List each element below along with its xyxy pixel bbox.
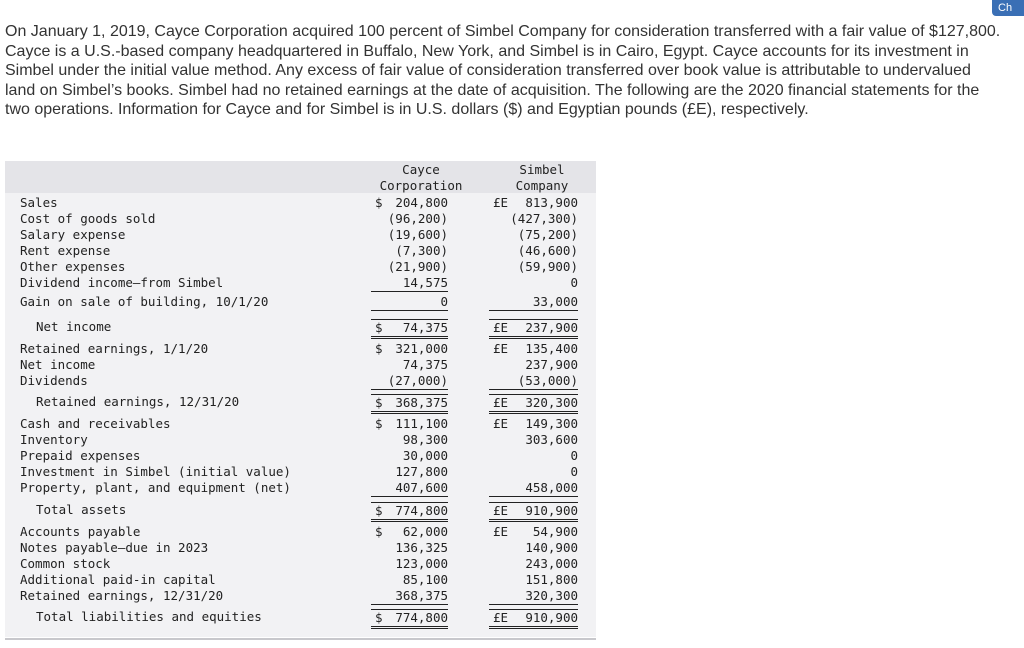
simbel-value-cell xyxy=(489,195,578,211)
cayce-amount: (7,300) xyxy=(395,243,448,258)
cayce-value-cell xyxy=(371,540,448,556)
table-row xyxy=(5,448,596,464)
cayce-value-cell xyxy=(371,373,448,390)
simbel-value-cell xyxy=(489,572,578,588)
table-row xyxy=(5,416,596,432)
simbel-amount: (53,000) xyxy=(517,373,578,388)
cayce-amount: 74,375 xyxy=(402,357,448,372)
simbel-value-cell xyxy=(489,432,578,448)
simbel-amount: 54,900 xyxy=(532,524,578,539)
simbel-amount: (75,200) xyxy=(517,227,578,242)
cayce-amount: (96,200) xyxy=(387,211,448,226)
simbel-value-cell xyxy=(489,540,578,556)
cayce-amount: (21,900) xyxy=(387,259,448,274)
simbel-amount: 151,800 xyxy=(525,572,578,587)
cayce-value-cell xyxy=(371,416,448,432)
currency-symbol: £E xyxy=(493,320,509,335)
row-label: Dividends xyxy=(20,373,88,388)
cayce-value-cell xyxy=(371,588,448,605)
column-header-simbel-line1: Simbel xyxy=(519,162,565,177)
cayce-amount: 204,800 xyxy=(395,195,448,210)
row-label: Total assets xyxy=(36,502,127,517)
cayce-value-cell xyxy=(371,227,448,243)
cayce-amount: 774,800 xyxy=(395,610,448,625)
cayce-value-cell xyxy=(371,572,448,588)
currency-symbol: $ xyxy=(375,610,383,625)
row-label: Cash and receivables xyxy=(20,416,171,431)
column-header-simbel-line2: Company xyxy=(515,178,569,193)
simbel-value-cell xyxy=(489,524,578,540)
currency-symbol: $ xyxy=(375,524,383,539)
cayce-value-cell xyxy=(371,211,448,227)
simbel-value-cell xyxy=(489,588,578,605)
table-row xyxy=(5,195,596,211)
row-label: Common stock xyxy=(20,556,111,571)
cayce-value-cell xyxy=(371,319,448,339)
table-row xyxy=(5,588,596,604)
row-label: Property, plant, and equipment (net) xyxy=(20,480,291,495)
cayce-value-cell xyxy=(371,502,448,522)
table-row xyxy=(5,341,596,357)
cayce-value-cell xyxy=(371,357,448,373)
simbel-value-cell xyxy=(489,357,578,373)
table-row xyxy=(5,464,596,480)
cayce-value-cell xyxy=(371,243,448,259)
simbel-amount: (427,300) xyxy=(510,211,578,226)
table-row xyxy=(5,243,596,259)
cayce-amount: 85,100 xyxy=(402,572,448,587)
table-row xyxy=(5,572,596,588)
cayce-amount: 127,800 xyxy=(395,464,448,479)
simbel-amount: (46,600) xyxy=(517,243,578,258)
cayce-value-cell xyxy=(371,275,448,292)
simbel-value-cell xyxy=(489,294,578,311)
cayce-amount: 774,800 xyxy=(395,503,448,518)
simbel-value-cell xyxy=(489,556,578,572)
cayce-value-cell xyxy=(371,341,448,357)
row-label: Retained earnings, 12/31/20 xyxy=(20,588,224,603)
column-header-cayce-line2: Corporation xyxy=(379,178,463,193)
row-label: Prepaid expenses xyxy=(20,448,141,463)
cayce-value-cell xyxy=(371,556,448,572)
cayce-amount: (19,600) xyxy=(387,227,448,242)
corner-tab[interactable]: Ch xyxy=(992,0,1024,16)
row-label: Retained earnings, 1/1/20 xyxy=(20,341,209,356)
simbel-value-cell xyxy=(489,373,578,390)
cayce-value-cell xyxy=(371,394,448,414)
table-row xyxy=(5,373,596,389)
simbel-amount: 320,300 xyxy=(525,395,578,410)
cayce-value-cell xyxy=(371,524,448,540)
row-label: Cost of goods sold xyxy=(20,211,156,226)
simbel-amount: 237,900 xyxy=(525,357,578,372)
currency-symbol: $ xyxy=(375,320,383,335)
table-row xyxy=(5,319,596,335)
table-row xyxy=(5,211,596,227)
simbel-value-cell xyxy=(489,243,578,259)
problem-statement: On January 1, 2019, Cayce Corporation acquired 100 percent of Simbel Company for consideration transferred with a fair value of $127,800. Cayce is a U.S.-based company headquartered in Buffalo, New York, and Simbel is in Cairo, Egypt. Cayce accounts for its investment in Simbel under the initial value method. Any excess of fair value of consideration transferred over book value is attributable to undervalued land on Simbel’s books. Simbel had no retained earnings at the date of acquisition. The following are the 2020 financial statements for the two operations. Information for Cayce and for Simbel is in U.S. dollars ($) and Egyptian pounds (£E), respectively. xyxy=(5,23,1001,118)
cayce-value-cell xyxy=(371,448,448,464)
table-row xyxy=(5,259,596,275)
cayce-value-cell xyxy=(371,480,448,497)
table-row xyxy=(5,294,596,310)
currency-symbol: £E xyxy=(493,341,509,356)
cayce-amount: 123,000 xyxy=(395,556,448,571)
currency-symbol: £E xyxy=(493,395,509,410)
simbel-amount: 458,000 xyxy=(525,480,578,495)
row-label: Total liabilities and equities xyxy=(36,609,262,624)
table-row xyxy=(5,227,596,243)
row-label: Additional paid-in capital xyxy=(20,572,216,587)
cayce-amount: 136,325 xyxy=(395,540,448,555)
currency-symbol: £E xyxy=(493,416,509,431)
row-label: Rent expense xyxy=(20,243,111,258)
simbel-amount: 149,300 xyxy=(525,416,578,431)
table-row xyxy=(5,357,596,373)
simbel-value-cell xyxy=(489,464,578,480)
currency-symbol: £E xyxy=(493,503,509,518)
cayce-value-cell xyxy=(371,432,448,448)
currency-symbol: $ xyxy=(375,195,383,210)
table-row xyxy=(5,502,596,518)
cayce-amount: 30,000 xyxy=(402,448,448,463)
simbel-value-cell xyxy=(489,227,578,243)
simbel-amount: 243,000 xyxy=(525,556,578,571)
simbel-value-cell xyxy=(489,480,578,497)
row-label: Net income xyxy=(20,357,96,372)
row-label: Other expenses xyxy=(20,259,126,274)
simbel-amount: 320,300 xyxy=(525,588,578,603)
table-row xyxy=(5,480,596,496)
simbel-amount: 0 xyxy=(570,464,578,479)
cayce-amount: 407,600 xyxy=(395,480,448,495)
cayce-amount: 0 xyxy=(440,294,448,309)
simbel-value-cell xyxy=(489,211,578,227)
simbel-amount: 0 xyxy=(570,448,578,463)
cayce-amount: 368,375 xyxy=(395,588,448,603)
row-label: Inventory xyxy=(20,432,88,447)
row-label: Dividend income—from Simbel xyxy=(20,275,224,290)
simbel-value-cell xyxy=(489,609,578,629)
row-label: Retained earnings, 12/31/20 xyxy=(36,394,240,409)
column-header-cayce xyxy=(371,162,471,194)
table-row xyxy=(5,275,596,291)
row-label: Accounts payable xyxy=(20,524,141,539)
simbel-amount: 140,900 xyxy=(525,540,578,555)
table-row xyxy=(5,609,596,625)
simbel-amount: 303,600 xyxy=(525,432,578,447)
cayce-value-cell xyxy=(371,609,448,629)
simbel-amount: 135,400 xyxy=(525,341,578,356)
currency-symbol: £E xyxy=(493,610,509,625)
row-label: Sales xyxy=(20,195,58,210)
table-row xyxy=(5,432,596,448)
table-row xyxy=(5,524,596,540)
cayce-amount: 368,375 xyxy=(395,395,448,410)
cayce-value-cell xyxy=(371,259,448,275)
simbel-value-cell xyxy=(489,394,578,414)
simbel-amount: 0 xyxy=(570,275,578,290)
cayce-value-cell xyxy=(371,294,448,311)
row-label: Gain on sale of building, 10/1/20 xyxy=(20,294,269,309)
table-row xyxy=(5,394,596,410)
currency-symbol: $ xyxy=(375,341,383,356)
row-label: Salary expense xyxy=(20,227,126,242)
cayce-amount: (27,000) xyxy=(387,373,448,388)
simbel-amount: 33,000 xyxy=(532,294,578,309)
simbel-value-cell xyxy=(489,275,578,291)
currency-symbol: £E xyxy=(493,524,509,539)
cayce-amount: 111,100 xyxy=(395,416,448,431)
simbel-amount: 813,900 xyxy=(525,195,578,210)
row-label: Net income xyxy=(36,319,112,334)
cayce-value-cell xyxy=(371,464,448,480)
table-row xyxy=(5,540,596,556)
financial-statements-table xyxy=(5,161,596,641)
cayce-amount: 98,300 xyxy=(402,432,448,447)
cayce-amount: 74,375 xyxy=(402,320,448,335)
row-label: Notes payable—due in 2023 xyxy=(20,540,209,555)
cayce-value-cell xyxy=(371,195,448,211)
simbel-value-cell xyxy=(489,341,578,357)
simbel-amount: 237,900 xyxy=(525,320,578,335)
cayce-amount: 321,000 xyxy=(395,341,448,356)
simbel-amount: 910,900 xyxy=(525,503,578,518)
simbel-amount: 910,900 xyxy=(525,610,578,625)
cayce-amount: 14,575 xyxy=(402,275,448,290)
simbel-value-cell xyxy=(489,259,578,275)
simbel-value-cell xyxy=(489,448,578,464)
row-label: Investment in Simbel (initial value) xyxy=(20,464,291,479)
cayce-amount: 62,000 xyxy=(402,524,448,539)
column-header-cayce-line1: Cayce xyxy=(402,162,440,177)
currency-symbol: £E xyxy=(493,195,509,210)
simbel-value-cell xyxy=(489,502,578,522)
currency-symbol: $ xyxy=(375,503,383,518)
simbel-amount: (59,900) xyxy=(517,259,578,274)
simbel-value-cell xyxy=(489,416,578,432)
simbel-value-cell xyxy=(489,319,578,339)
table-bottom-rule xyxy=(5,638,596,640)
currency-symbol: $ xyxy=(375,395,383,410)
currency-symbol: $ xyxy=(375,416,383,431)
table-row xyxy=(5,556,596,572)
column-header-simbel xyxy=(489,162,595,194)
